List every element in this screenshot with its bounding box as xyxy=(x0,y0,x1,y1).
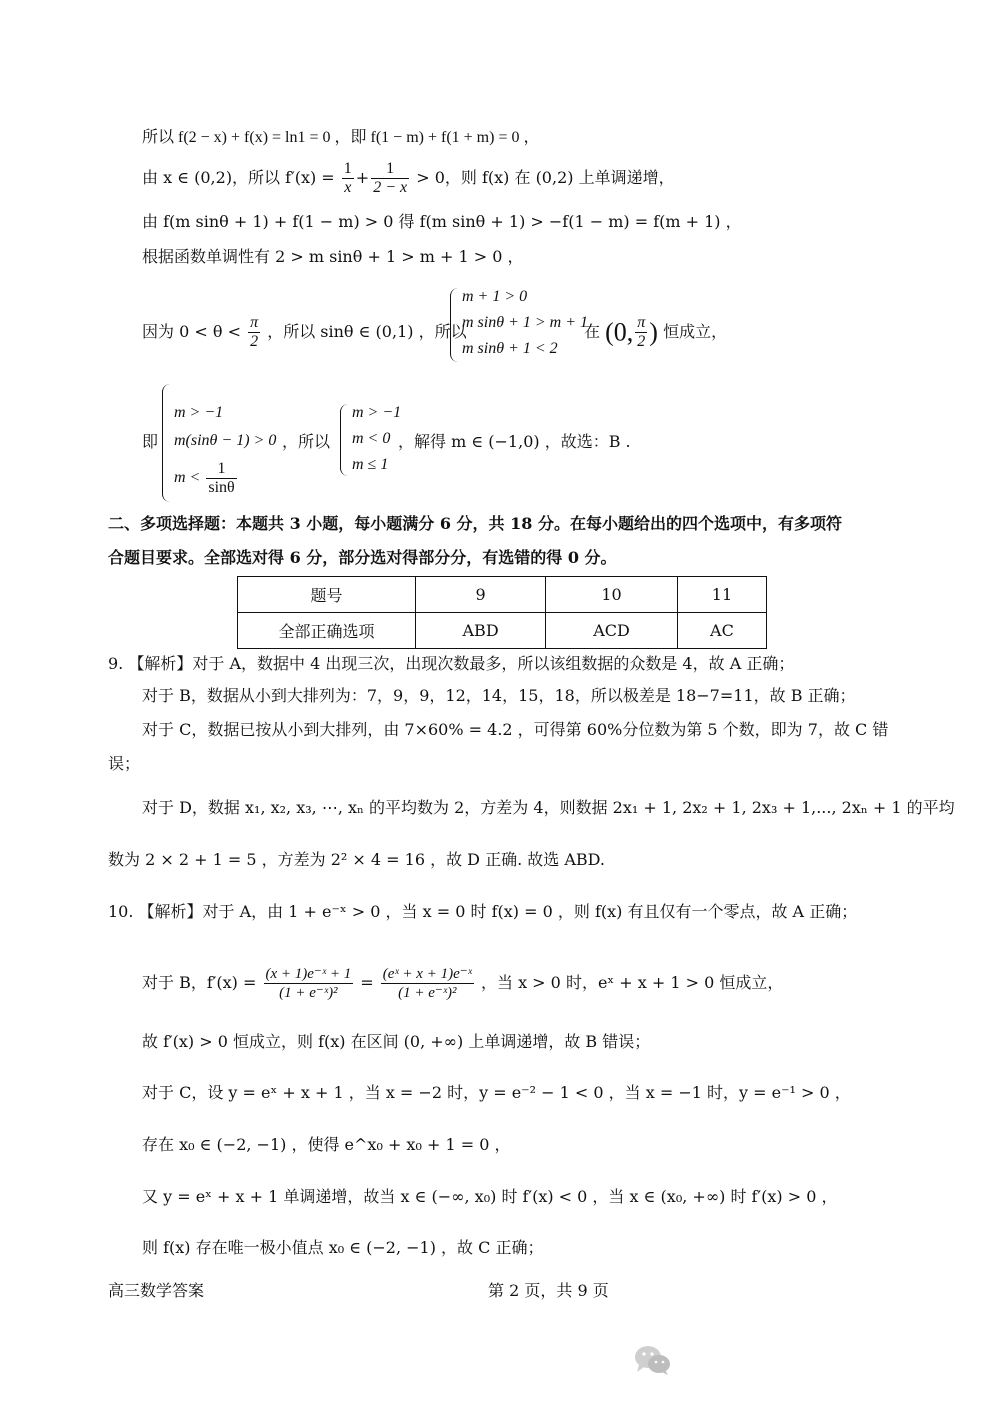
text: 二、多项选择题：本题共 3 小题，每小题满分 6 分，共 18 分。在每小题给出的四个选项中，有多项符 xyxy=(108,514,842,533)
table-cell: AC xyxy=(677,613,766,649)
table-cell: 9 xyxy=(416,577,546,613)
interval-open: (0, xyxy=(605,317,634,347)
text: 则 f(x) 存在唯一极小值点 x₀ ∈ (−2, −1) ，故 C 正确； xyxy=(142,1238,544,1257)
solution-line xyxy=(142,1238,543,1258)
fraction xyxy=(206,460,236,497)
fraction xyxy=(264,965,354,1002)
solution-line xyxy=(142,212,742,232)
fraction xyxy=(635,314,647,351)
solution-line xyxy=(108,654,794,674)
wechat-icon xyxy=(633,1343,673,1381)
text: ，解得 m ∈ (−1,0) ，故选：B . xyxy=(398,432,631,451)
system-row: m sinθ + 1 < 2 xyxy=(462,340,558,357)
table-row xyxy=(238,577,767,613)
numerator: π xyxy=(250,314,259,331)
text: = xyxy=(360,973,374,992)
text: 误； xyxy=(108,754,141,773)
system-row: m(sinθ − 1) > 0 xyxy=(174,432,277,449)
solution-line xyxy=(142,686,856,706)
solution-line xyxy=(142,1032,650,1052)
text: 合题目要求。全部选对得 6 分，部分选对得部分分，有选错的得 0 分。 xyxy=(108,548,617,567)
text: 10. 【解析】对于 A，由 1 + e⁻ˣ > 0 ，当 x = 0 时 f(x) = 0 ，则 f(x) 有且仅有一个零点，故 A 正确； xyxy=(108,902,858,921)
inequality-system xyxy=(162,384,302,502)
numerator: 1 xyxy=(371,160,409,179)
left-brace xyxy=(450,288,459,362)
text: 在 xyxy=(584,322,601,341)
solution-line xyxy=(142,128,539,148)
solution-line xyxy=(108,850,605,870)
system-row xyxy=(174,460,239,497)
text: 对于 B，f′(x) = xyxy=(142,973,257,992)
page-number: 第 2 页，共 9 页 xyxy=(488,1281,609,1300)
answer-table xyxy=(237,576,767,649)
fraction xyxy=(342,160,354,197)
text: > 0 xyxy=(416,168,445,187)
solution-line xyxy=(142,432,158,452)
solution-line xyxy=(584,314,727,351)
denominator: (1 + e⁻ˣ)² xyxy=(279,985,338,1001)
text: 9. 【解析】对于 A，数据中 4 出现三次，出现次数最多，所以该组数据的众数是 4，故 A 正确； xyxy=(108,654,795,673)
table-cell: ABD xyxy=(416,613,546,649)
solution-line xyxy=(142,1083,851,1103)
denominator: 2 xyxy=(637,333,646,350)
text: 对于 C，数据已按从小到大排列，由 7×60% = 4.2 ，可得第 60%分位数为第 5 个数，即为 7，故 C 错 xyxy=(142,720,889,739)
solution-line xyxy=(142,1187,837,1207)
footer-title: 高三数学答案 xyxy=(108,1281,205,1300)
solution-line xyxy=(108,902,857,922)
text: 因为 0 < θ < xyxy=(142,322,241,341)
numerator: (eˣ + x + 1)e⁻ˣ xyxy=(382,966,472,982)
interval-close: ) xyxy=(649,317,658,347)
text: 数为 2 × 2 + 1 = 5 ，方差为 2² × 4 = 16 ，故 D 正确. 故选 ABD. xyxy=(108,850,606,869)
system-row: m ≤ 1 xyxy=(352,456,389,473)
system-row: m + 1 > 0 xyxy=(462,288,528,305)
solution-line xyxy=(282,432,330,452)
solution-line xyxy=(142,720,888,740)
solution-line xyxy=(142,247,523,267)
text: 由 x ∈ (0,2)，所以 f′(x) = xyxy=(142,168,335,187)
text: 根据函数单调性有 2 > m sinθ + 1 > m + 1 > 0 ， xyxy=(142,247,524,266)
fraction xyxy=(248,314,260,351)
left-brace xyxy=(340,404,349,476)
fraction xyxy=(371,160,409,197)
solution-line xyxy=(108,754,140,774)
text: 恒成立， xyxy=(663,322,728,341)
text: 存在 x₀ ∈ (−2, −1) ，使得 e^x₀ + x₀ + 1 = 0 ， xyxy=(142,1135,511,1154)
system-row: m > −1 xyxy=(174,404,224,421)
numerator: 1 xyxy=(343,160,352,177)
fraction xyxy=(381,965,474,1002)
section-heading xyxy=(108,514,842,534)
system-row: m < 0 xyxy=(352,430,391,447)
table-cell: 全部正确选项 xyxy=(238,613,416,649)
solution-line xyxy=(142,1135,510,1155)
denominator: (1 + e⁻ˣ)² xyxy=(398,985,457,1001)
table-cell: 10 xyxy=(546,577,678,613)
text: 对于 B，数据从小到大排列为：7，9，9，12，14，15，18，所以极差是 18−7=11，故 B 正确； xyxy=(142,686,856,705)
denominator: x xyxy=(344,179,352,196)
system-row: m > −1 xyxy=(352,404,402,421)
solution-line xyxy=(398,432,631,452)
table-row xyxy=(238,613,767,649)
text: 对于 D，数据 x₁, x₂, x₃, ⋯, xₙ 的平均数为 2，方差为 4，则数据 2x₁ + 1, 2x₂ + 1, 2x₃ + 1,..., 2xₙ + 1 的平均 xyxy=(142,798,955,817)
inequality-system xyxy=(450,288,600,362)
text: ，所以 xyxy=(282,432,331,451)
text: ，当 x > 0 时，eˣ + x + 1 > 0 恒成立， xyxy=(480,973,784,992)
table-cell: 11 xyxy=(677,577,766,613)
text: 对于 C，设 y = eˣ + x + 1 ，当 x = −2 时，y = e⁻² − 1 < 0 ，当 x = −1 时，y = e⁻¹ > 0 ， xyxy=(142,1083,851,1102)
text: ，则 f(x) 在 (0,2) 上单调递增， xyxy=(444,168,675,187)
denominator: 2 xyxy=(250,333,259,350)
solution-line xyxy=(142,314,467,351)
section-heading xyxy=(108,548,617,568)
numerator: 1 xyxy=(206,460,236,479)
numerator: (x + 1)e⁻ˣ + 1 xyxy=(265,966,352,982)
left-brace xyxy=(162,384,171,502)
table-cell: 题号 xyxy=(238,577,416,613)
text: 所以 f(2 − x) + f(x) = ln1 = 0 ，即 f(1 − m) + f(1 + m) = 0 ， xyxy=(142,129,540,146)
text: m < xyxy=(174,469,201,487)
text: 又 y = eˣ + x + 1 单调递增，故当 x ∈ (−∞, x₀) 时 f′(x) < 0 ，当 x ∈ (x₀, +∞) 时 f′(x) > 0 ， xyxy=(142,1187,838,1206)
text: ，所以 sinθ ∈ (0,1) ，所以 xyxy=(267,322,467,341)
solution-line: 由 x ∈ (0,2)，所以 f′(x) = $\frac{1}{x}$ + $\frac{1}{2 - x}$ > 0，则 f(x) 在 (0,2) 上单调递增， xyxy=(142,160,675,196)
solution-line xyxy=(142,965,783,1002)
denominator: 2 − x xyxy=(373,179,408,196)
system-row: m sinθ + 1 > m + 1 xyxy=(462,314,589,331)
table-cell: ACD xyxy=(546,613,678,649)
text: 由 f(m sinθ + 1) + f(1 − m) > 0 得 f(m sinθ + 1) > −f(1 − m) = f(m + 1) ， xyxy=(142,212,742,231)
text: 故 f′(x) > 0 恒成立，则 f(x) 在区间 (0, +∞) 上单调递增，故 B 错误； xyxy=(142,1032,651,1051)
denominator: sinθ xyxy=(208,479,235,496)
text: 即 xyxy=(142,432,159,451)
numerator: π xyxy=(637,314,646,331)
solution-line xyxy=(142,798,955,818)
